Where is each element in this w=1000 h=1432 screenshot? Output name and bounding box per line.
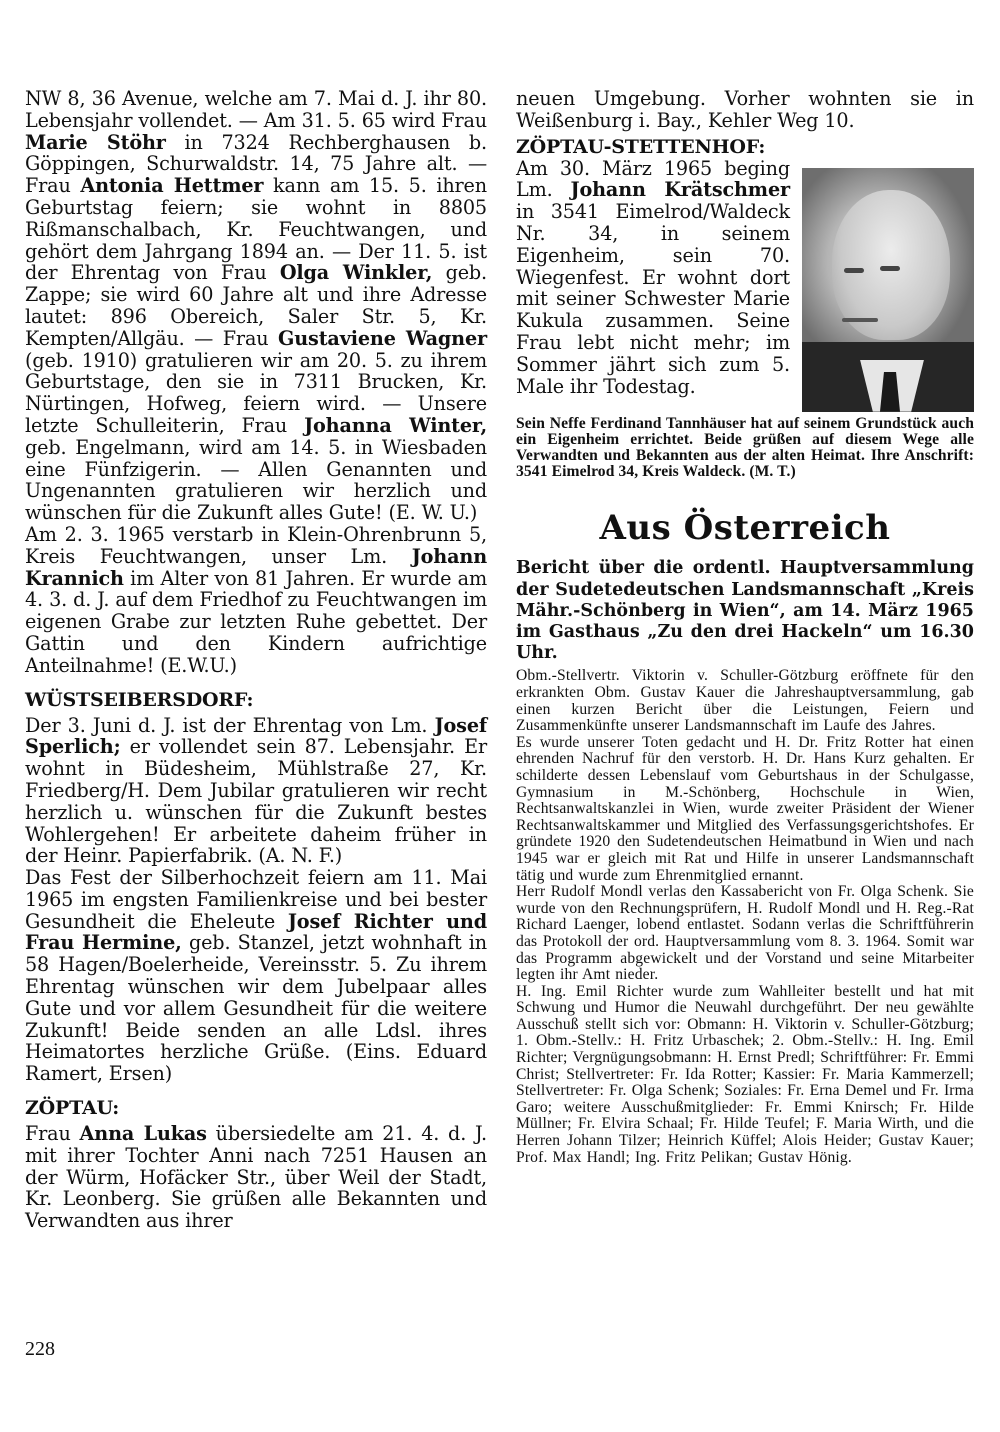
person-name: Johanna Winter,	[304, 413, 488, 437]
right-column	[516, 88, 974, 1166]
paragraph-tannhaeuser: Sein Neffe Ferdinand Tannhäuser hat auf seinem Grundstück auch ein Eigenheim errichtet. Beide grüßen auf diesem Wege alle Verwandten und Bekannten aus der alten Heimat. Ihre Anschrift: 3541 Eimelrod 34, Kreis Waldeck. (M. T.)	[516, 414, 974, 481]
text: Frau	[25, 1122, 80, 1146]
report-paragraph-election: H. Ing. Emil Richter wurde zum Wahlleiter bestellt und hat mit Schwung und Humor die Neuwahl durchgeführt. Der neu gewählte Ausschuß stellt sich vor: Obmann: H. Viktorin v. Schuller-Götzburg; 1. Obm.-Stellv.: H. Fritz Urbaschek; 2. Obm.-Stellv.: H. Ing. Emil Richter; Vergnügungsobmann: H. Ernst Predl; Schriftführer: Fr. Emmi Christ; Stellvertreter: Fr. Ida Rotter; Kassier: Fr. Maria Kammerzell; Stellvertreter: Fr. Olga Schenk; Soziales: Fr. Erna Demel und Fr. Irma Garo; weitere Ausschußmitglieder: Fr. Emmi Knirsch; Fr. Hilde Müllner; Fr. Elvira Schaal; Fr. Hilde Teufel; F. Maria Wirth, und die Herren Johann Tilzer; Heinrich Küffel; Alois Heider; Gustav Kauer; Prof. Max Handl; Ing. Fritz Pelikan; Gustav Hönig.	[516, 982, 974, 1166]
paragraph-obituary	[25, 524, 487, 677]
text: in 7324 Rechberghausen b. Göppingen, Schurwaldstr. 14, 75 Jahre alt. — Frau	[25, 130, 487, 198]
report-paragraph-obituary: Es wurde unserer Toten gedacht und H. Dr. Fritz Rotter hat einen ehrenden Nachruf für den verstorb. H. Dr. Hans Kurz gehalten. Er schilderte dessen Lebenslauf vom Geburtshaus in der Schulgasse, Gymnasium in M.-Schönberg, Hochschule in Wien, Rechtsanwaltskanzlei in Wien, wurde zweiter Präsident der Wiener Rechtsanwaltskammer und Mitglied des Verfassungsgerichtshofes. Er gründete 1920 den Sudetendeutschen Heimatbund in Wien und nach 1945 war er gleich mit Rat und Hilfe in unserer Landsmannschaft tätig und wurde zum Ehrenmitglied ernannt.	[516, 733, 974, 884]
text: (geb. 1910) gratulieren wir am 20. 5. zu ihrem Geburtstage, den sie in 7311 Brucken, Kr. Nürtingen, Hofweg, feiern wird. — Unsere letzte Schulleiterin, Frau	[25, 348, 487, 437]
person-name: Josef Sperlich;	[25, 713, 487, 759]
paragraph-continuation: neuen Umgebung. Vorher wohnten sie in Weißenburg i. Bay., Kehler Weg 10.	[516, 87, 974, 132]
photo-mouth	[842, 318, 878, 322]
heading-zoeptau-stettenhof: ZÖPTAU-STETTENHOF:	[516, 135, 766, 158]
person-name: Olga Winkler,	[279, 261, 433, 285]
text: Der 3. Juni d. J. ist der Ehrentag von Lm.	[25, 713, 435, 737]
person-name: Anna Lukas	[79, 1122, 207, 1146]
paragraph-sperlich	[25, 715, 487, 868]
text: Am 2. 3. 1965 verstarb in Klein-Ohrenbrunn 5, Kreis Feuchtwangen, unser Lm.	[25, 522, 487, 568]
heading-zoeptau: ZÖPTAU:	[25, 1097, 120, 1120]
heading-wuestseibersdorf: WÜSTSEIBERSDORF:	[25, 688, 254, 711]
text: NW 8, 36 Avenue, welche am 7. Mai d. J. ihr 80. Lebensjahr vollendet. — Am 31. 5. 65 wird Frau	[25, 87, 487, 132]
person-name: Marie Stöhr	[25, 130, 166, 154]
report-paragraph-opening: Obm.-Stellvertr. Viktorin v. Schuller-Götzburg eröffnete für den erkrankten Obm. Gustav Kauer die Jahreshauptversammlung, gab einen kurzen Bericht über die Leistungen, Feiern und Zusammenkünfte unserer Landsmannschaft im Laufe des Jahres.	[516, 667, 974, 735]
section-title-aus-oesterreich: Aus Österreich	[599, 508, 891, 549]
person-name: Gustaviene Wagner	[278, 326, 487, 350]
photo-eye-right	[880, 266, 900, 271]
text: übersiedelte am 21. 4. d. J. mit ihrer Tochter Anni nach 7251 Hausen an der Würm, Hofäcker Str., über Weil der Stadt, Kr. Leonberg. Sie grüßen alle Bekannten und Verwandten aus ihrer	[25, 1122, 487, 1233]
text: kann am 15. 5. ihren Geburtstag feiern; sie wohnt in 8805 Rißmanschalbach, Kr. Feuchtwangen, und gehört dem Jahrgang 1894 an. — Der 11. 5. ist der Ehrentag von Frau	[25, 174, 487, 285]
text: geb. Engelmann, wird am 14. 5. in Wiesbaden eine Fünfzigerin. — Allen Genannten und Ungenannten gratulieren wir herzlich und wünschen für die Zukunft alles Gute! (E. W. U.)	[25, 435, 487, 525]
person-name: Johann Krätschmer	[570, 178, 790, 202]
text: Am 30. März 1965 beging Lm.	[516, 156, 790, 202]
text: im Alter von 81 Jahren. Er wurde am 4. 3. d. J. auf dem Friedhof zu Feuchtwangen im eigenen Grabe zur letzten Ruhe gebettet. Der Gattin und den Kindern aufrichtige Anteilnahme! (E.W.U.)	[25, 566, 487, 677]
paragraph-birthdays	[25, 88, 487, 524]
person-name: Johann Krannich	[25, 544, 487, 590]
report-heading: Bericht über die ordentl. Hauptversammlung der Sudetedeutschen Landsmannschaft „Kreis Mähr.-Schönberg in Wien“, am 14. März 1965 im Gasthaus „Zu den drei Hackeln“ um 16.30 Uhr.	[516, 558, 974, 664]
text: Das Fest der Silberhochzeit feiern am 11. Mai 1965 im engsten Familienkreise und bei bester Gesundheit die Eheleute	[25, 866, 487, 933]
article-kraetschmer	[516, 158, 974, 398]
paragraph-silver-wedding	[25, 867, 487, 1085]
text: er vollendet sein 87. Lebensjahr. Er wohnt in Büdesheim, Mühlstraße 27, Kr. Friedberg/H. Dem Jubilar gratulieren wir recht herzlich u. wünschen für die Zukunft bestes Wohlergehen! Er arbeitete daheim früher in der Heinr. Papierfabrik. (A. N. F.)	[25, 735, 487, 868]
text: geb. Stanzel, jetzt wohnhaft in 58 Hagen/Boelerheide, Vereinsstr. 5. Zu ihrem Ehrentag wünschen wir dem Jubelpaar alles Gute und vor allem Gesundheit für die weitere Zukunft! Beide senden an alle Ldsl. ihres Heimatortes herzliche Grüße. (Eins. Eduard Ramert, Ersen)	[25, 931, 487, 1086]
page-number: 228	[25, 1338, 55, 1360]
text: in 3541 Eimelrod/Waldeck Nr. 34, in seinem Eigenheim, sein 70. Wiegenfest. Er wohnt dort mit seiner Schwester Marie Kukula zusammen. Seine Frau lebt nicht mehr; im Sommer jährt sich zum 5. Male ihr Todestag.	[516, 200, 790, 398]
person-name: Antonia Hettmer	[80, 174, 264, 198]
paragraph-lukas	[25, 1123, 487, 1232]
text: geb. Zappe; sie wird 60 Jahre alt und ihre Adresse lautet: 896 Obereich, Saler Str. 5, Kr. Kempten/Allgäu. — Frau	[25, 261, 487, 350]
left-column	[25, 88, 487, 1232]
photo-eye-left	[844, 268, 864, 273]
portrait-photo	[802, 168, 974, 412]
person-name: Josef Richter und Frau Hermine,	[25, 909, 487, 955]
report-paragraph-finances: Herr Rudolf Mondl verlas den Kassabericht von Fr. Olga Schenk. Sie wurde von den Rechnungsprüfern, H. Rudolf Mondl und H. Reg.-Rat Richard Laenger, lobend entlastet. Sodann verlas die Schriftführerin das Protokoll der ord. Hauptversammlung vom 8. 3. 1964. Somit war das Programm abgewickelt und der Vorstand und seine Mitarbeiter legten ihr Amt nieder.	[516, 883, 974, 984]
